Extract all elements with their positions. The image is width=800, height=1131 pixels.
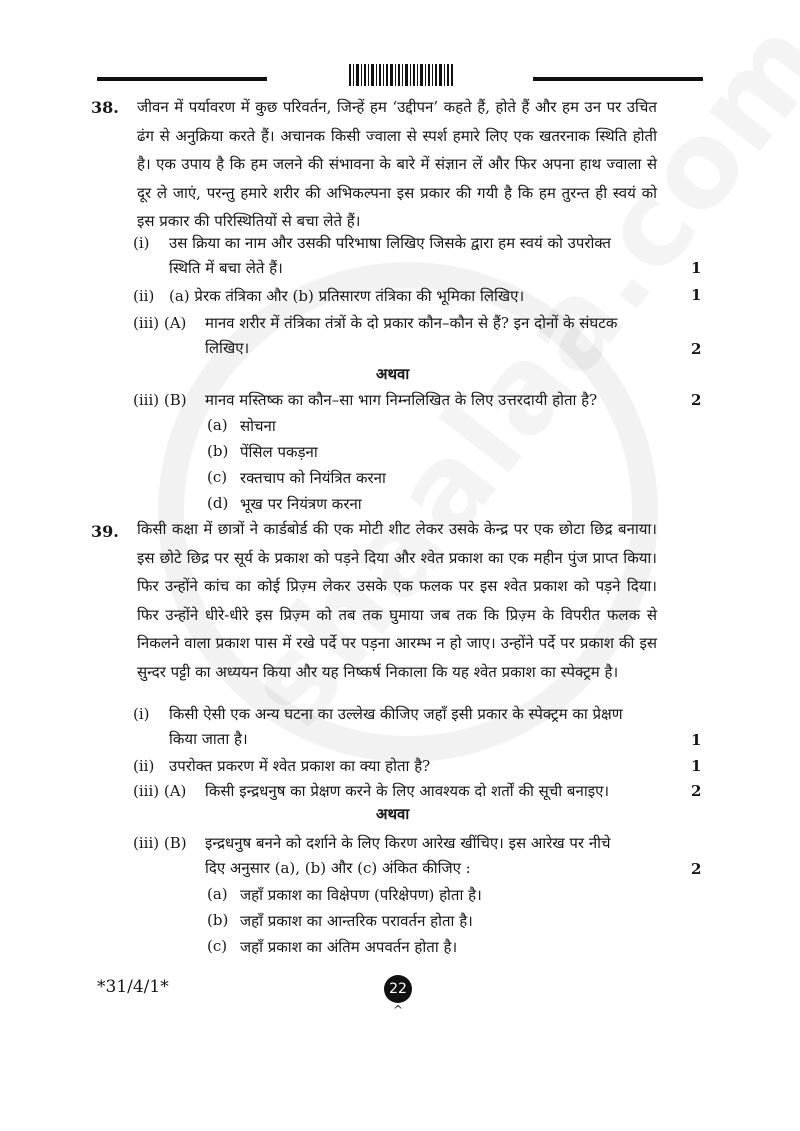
or-separator: अथवा [376, 365, 410, 383]
option-label: (a) [207, 416, 228, 434]
marks: 1 [691, 757, 702, 775]
option-label: (a) [207, 885, 228, 903]
subpart-label: (i) [133, 234, 150, 252]
option-label: (c) [207, 468, 228, 486]
option-text: भूख पर नियंत्रण करना [240, 495, 362, 513]
question-number: 38. [91, 98, 119, 117]
or-separator: अथवा [376, 805, 410, 823]
marks: 1 [691, 286, 702, 304]
option-text: जहाँ प्रकाश का आन्तरिक परावर्तन होता है। [240, 912, 473, 930]
page-number-badge: 22 [384, 975, 412, 1003]
subpart-text: उपरोक्त प्रकरण में श्वेत प्रकाश का क्या होता है? [169, 757, 431, 775]
header-rule-left [97, 77, 267, 81]
option-label: (d) [207, 494, 229, 512]
subpart-text: लिखिए। [205, 339, 250, 357]
subpart-text: किसी इन्द्रधनुष का प्रेक्षण करने के लिए आवश्यक दो शर्तों की सूची बनाइए। [205, 782, 610, 800]
option-text: जहाँ प्रकाश का विक्षेपण (परिक्षेपण) होता है। [240, 886, 482, 904]
caret-mark: ^ [393, 1003, 404, 1017]
subpart-text: मानव मस्तिष्क का कौन–सा भाग निम्नलिखित के लिए उत्तरदायी होता है? [205, 391, 598, 409]
subpart-label: (iii) (A) [133, 314, 187, 332]
subpart-text: मानव शरीर में तंत्रिका तंत्रों के दो प्रकार कौन–कौन से हैं? इन दोनों के संघटक [205, 314, 618, 332]
marks: 1 [691, 259, 702, 277]
question-paragraph: किसी कक्षा में छात्रों ने कार्डबोर्ड की एक मोटी शीट लेकर उसके केन्द्र पर एक छोटा छिद्र बनाया। इस छोटे छिद्र पर सूर्य के प्रकाश को पड़ने दिया और श्वेत प्रकाश का एक महीन पुंज प्राप्त किया। फिर उन्होंने कांच का कोई प्रिज़्म लेकर उसके एक फलक पर इस श्वेत प्रकाश को पड़ने दिया। फिर उन्होंने धीरे-धीरे इस प्रिज़्म को तब तक घुमाया जब तक कि प्रिज़्म के विपरीत फलक से निकलने वाला प्रकाश पास में रखे पर्दे पर पड़ना आरम्भ न हो जाए। उन्होंने पर्दे पर प्रकाश की इस सुन्दर पट्टी का अध्ययन किया और यह निष्कर्ष निकाला कि यह श्वेत प्रकाश का स्पेक्ट्रम है। [137, 520, 657, 681]
subpart-label: (iii) (B) [133, 391, 187, 409]
marks: 2 [691, 860, 702, 878]
subpart-text: किसी ऐसी एक अन्य घटना का उल्लेख कीजिए जहाँ इसी प्रकार के स्पेक्ट्रम का प्रेक्षण [169, 705, 623, 723]
subpart-text: इन्द्रधनुष बनने को दर्शाने के लिए किरण आरेख खींचिए। इस आरेख पर नीचे [205, 834, 611, 852]
subpart-label: (ii) [133, 287, 155, 305]
subpart-text: उस क्रिया का नाम और उसकी परिभाषा लिखिए जिसके द्वारा हम स्वयं को उपरोक्त [169, 234, 611, 252]
subpart-text: (a) प्रेरक तंत्रिका और (b) प्रतिसारण तंत्रिका की भूमिका लिखिए। [169, 287, 525, 305]
option-label: (c) [207, 937, 228, 955]
question-number: 39. [91, 522, 119, 541]
option-label: (b) [207, 911, 229, 929]
marks: 2 [691, 340, 702, 358]
question-paragraph: जीवन में पर्यावरण में कुछ परिवर्तन, जिन्हें हम ‘उद्दीपन’ कहते हैं, होते हैं और हम उन पर उचित ढंग से अनुक्रिया करते हैं। अचानक किसी ज्वाला से स्पर्श हमारे लिए एक खतरनाक स्थिति होती है। एक उपाय है कि हम जलने की संभावना के बारे में संज्ञान लें और फिर अपना हाथ ज्वाला से दूर ले जाएं, परन्तु हमारे शरीर की अभिकल्पना इस प्रकार की गयी है कि हम तुरन्त ही स्वयं को इस प्रकार की परिस्थितियों से बचा लेते हैं। [137, 98, 657, 230]
subpart-label: (i) [133, 705, 150, 723]
subpart-label: (iii) (A) [133, 782, 187, 800]
marks: 2 [691, 391, 702, 409]
subpart-text: स्थिति में बचा लेते हैं। [169, 259, 283, 277]
option-label: (b) [207, 442, 229, 460]
marks: 2 [691, 782, 702, 800]
barcode [349, 64, 453, 86]
subpart-label: (ii) [133, 757, 155, 775]
option-text: रक्तचाप को नियंत्रित करना [240, 469, 386, 487]
paper-code: *31/4/1* [97, 977, 169, 997]
subpart-text: दिए अनुसार (a), (b) और (c) अंकित कीजिए : [205, 859, 471, 877]
subpart-text: किया जाता है। [169, 730, 248, 748]
option-text: जहाँ प्रकाश का अंतिम अपवर्तन होता है। [240, 938, 458, 956]
marks: 1 [691, 731, 702, 749]
subpart-label: (iii) (B) [133, 834, 187, 852]
option-text: सोचना [240, 417, 276, 435]
option-text: पेंसिल पकड़ना [240, 443, 318, 461]
